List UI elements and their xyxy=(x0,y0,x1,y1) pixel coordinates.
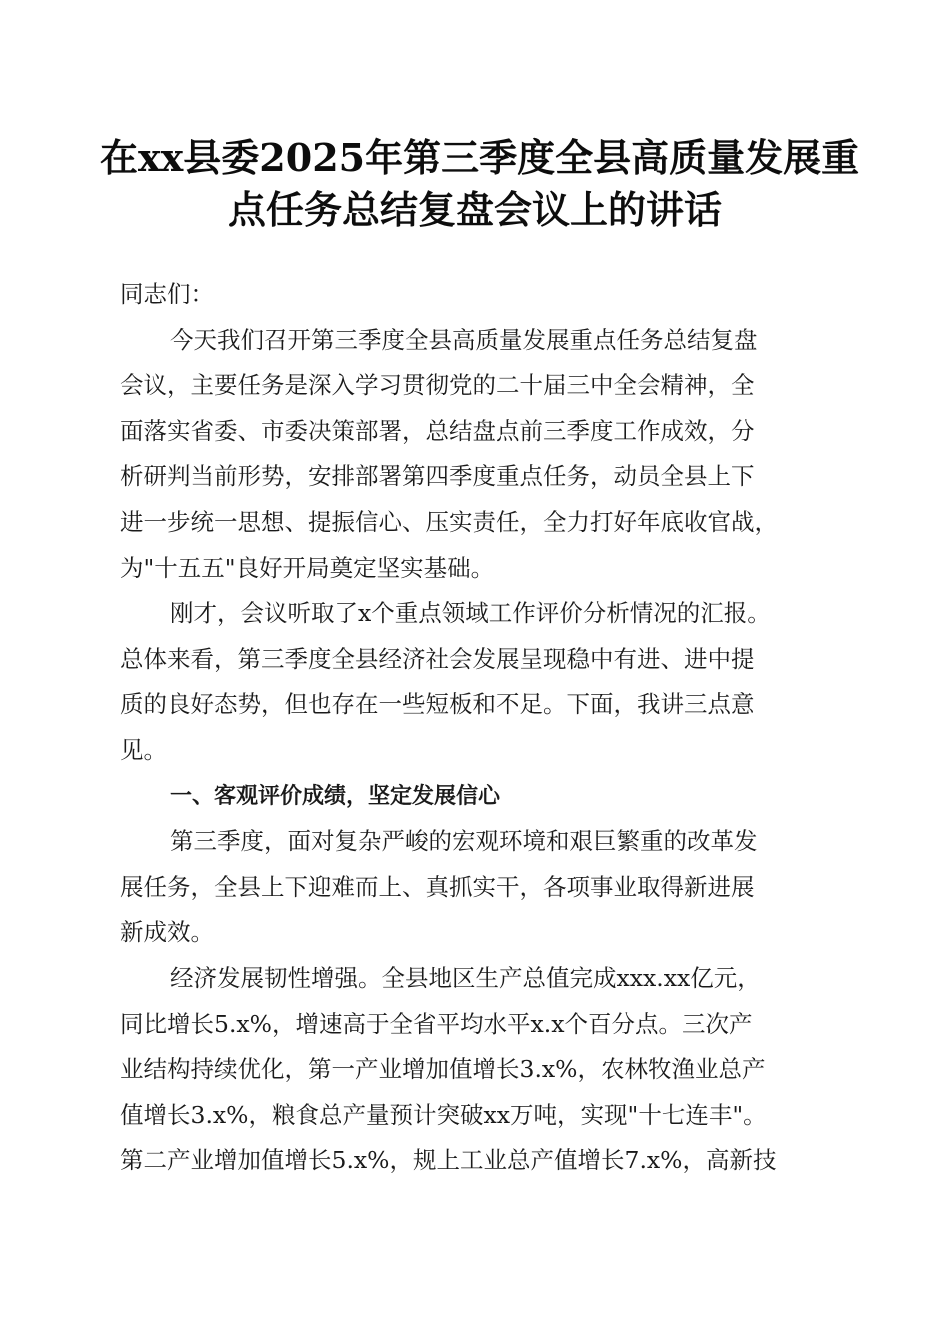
paragraph-line: 见。 xyxy=(120,735,167,764)
paragraph-line: 第二产业增加值增长5.x%，规上工业总产值增长7.x%，高新技 xyxy=(120,1146,777,1175)
paragraph-opening xyxy=(120,318,840,592)
paragraph-line: 同比增长5.x%，增速高于全省平均水平x.x个百分点。三次产 xyxy=(120,1009,753,1038)
paragraph-overview xyxy=(120,591,840,773)
section-heading: 一、客观评价成绩，坚定发展信心 xyxy=(170,783,501,809)
paragraph-achievements xyxy=(120,819,840,956)
paragraph-economy xyxy=(120,956,840,1184)
title-line-1: 在xx县委2025年第三季度全县高质量发展重 xyxy=(100,135,860,180)
paragraph-line: 值增长3.x%，粮食总产量预计突破xx万吨，实现"十七连丰"。 xyxy=(120,1100,767,1129)
paragraph-line: 第三季度，面对复杂严峻的宏观环境和艰巨繁重的改革发 xyxy=(170,827,758,856)
paragraph-line: 总体来看，第三季度全县经济社会发展呈现稳中有进、进中提 xyxy=(120,644,755,673)
paragraph-line: 经济发展韧性增强。全县地区生产总值完成xxx.xx亿元， xyxy=(170,963,761,992)
paragraph-line: 面落实省委、市委决策部署，总结盘点前三季度工作成效，分 xyxy=(120,416,755,445)
document-body xyxy=(120,272,840,1184)
paragraph-line: 析研判当前形势，安排部署第四季度重点任务，动员全县上下 xyxy=(120,462,755,491)
paragraph-line: 进一步统一思想、提振信心、压实责任，全力打好年底收官战， xyxy=(120,507,778,536)
paragraph-line: 业结构持续优化，第一产业增加值增长3.x%，农林牧渔业总产 xyxy=(120,1055,766,1084)
paragraph-line: 展任务，全县上下迎难而上、真抓实干，各项事业取得新进展 xyxy=(120,872,755,901)
paragraph-line: 质的良好态势，但也存在一些短板和不足。下面，我讲三点意 xyxy=(120,690,755,719)
paragraph-line: 为"十五五"良好开局奠定坚实基础。 xyxy=(120,553,495,582)
salutation: 同志们： xyxy=(120,280,214,308)
paragraph-line: 刚才，会议听取了x个重点领域工作评价分析情况的汇报。 xyxy=(170,599,771,628)
paragraph-line: 今天我们召开第三季度全县高质量发展重点任务总结复盘 xyxy=(170,325,758,354)
document-title xyxy=(100,132,860,236)
title-line-2: 点任务总结复盘会议上的讲话 xyxy=(227,187,722,232)
paragraph-line: 会议，主要任务是深入学习贯彻党的二十届三中全会精神，全 xyxy=(120,371,755,400)
paragraph-line: 新成效。 xyxy=(120,918,214,947)
